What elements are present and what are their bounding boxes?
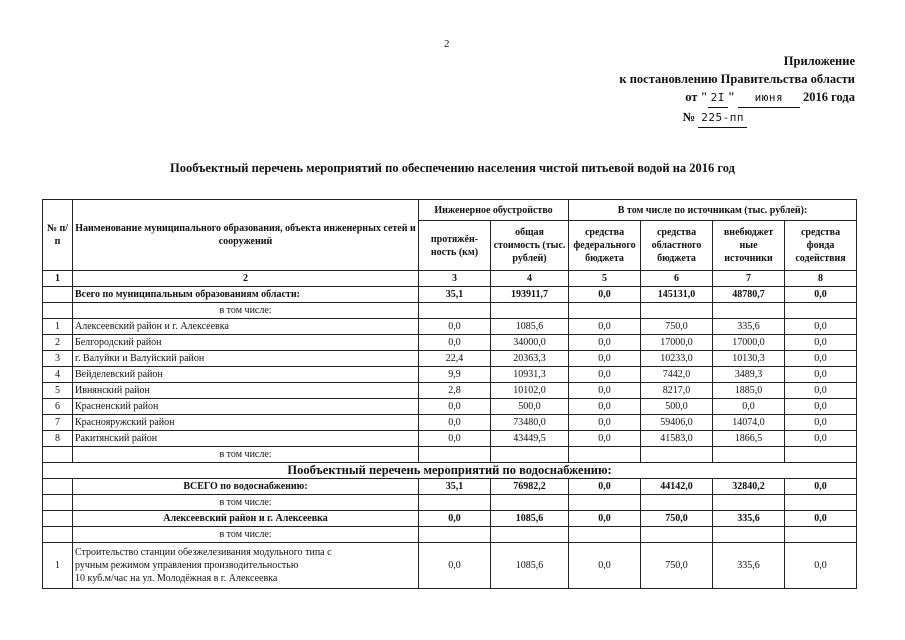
cell-extra: 14074,0 bbox=[713, 415, 785, 431]
date-year: 2016 года bbox=[803, 90, 855, 104]
cell-extra: 0,0 bbox=[713, 399, 785, 415]
col-number: 5 bbox=[569, 271, 641, 287]
number-prefix: № bbox=[682, 110, 696, 124]
cell-cost: 10102,0 bbox=[491, 383, 569, 399]
header-federal: средства федерального бюджета bbox=[569, 221, 641, 271]
including-row bbox=[43, 495, 857, 511]
cell-fund: 0,0 bbox=[785, 287, 857, 303]
col-number: 7 bbox=[713, 271, 785, 287]
cell-extra: 10130,3 bbox=[713, 351, 785, 367]
row-name: Красненский район bbox=[73, 399, 419, 415]
cell-extra: 17000,0 bbox=[713, 335, 785, 351]
cell-cost: 43449,5 bbox=[491, 431, 569, 447]
header-num: № п/п bbox=[43, 200, 73, 271]
cell-federal: 0,0 bbox=[569, 351, 641, 367]
header-fund: средства фонда содействия bbox=[785, 221, 857, 271]
cell-federal: 0,0 bbox=[569, 543, 641, 589]
cell-regional: 8217,0 bbox=[641, 383, 713, 399]
cell-regional: 44142,0 bbox=[641, 479, 713, 495]
cell-regional: 41583,0 bbox=[641, 431, 713, 447]
cell-federal: 0,0 bbox=[569, 335, 641, 351]
row-name: Краснояружский район bbox=[73, 415, 419, 431]
row-name: Вейделевский район bbox=[73, 367, 419, 383]
measures-table bbox=[42, 199, 857, 589]
including-row bbox=[43, 447, 857, 463]
col-number: 4 bbox=[491, 271, 569, 287]
table-row bbox=[43, 351, 857, 367]
section-row bbox=[43, 463, 857, 479]
cell-cost: 1085,6 bbox=[491, 543, 569, 589]
col-number: 2 bbox=[73, 271, 419, 287]
cell-fund: 0,0 bbox=[785, 415, 857, 431]
including-row bbox=[43, 527, 857, 543]
cell-fund: 0,0 bbox=[785, 367, 857, 383]
cell-federal: 0,0 bbox=[569, 415, 641, 431]
cell-cost: 73480,0 bbox=[491, 415, 569, 431]
cell-federal: 0,0 bbox=[569, 399, 641, 415]
col-number: 8 bbox=[785, 271, 857, 287]
date-day: 2I bbox=[708, 89, 728, 108]
row-name: Алексеевский район и г. Алексеевка bbox=[73, 319, 419, 335]
header-name: Наименование муниципального образования, объекта инженерных сетей и сооружений bbox=[73, 200, 419, 271]
cell-fund: 0,0 bbox=[785, 479, 857, 495]
appendix-resolution: к постановлению Правительства области bbox=[619, 72, 855, 86]
cell-regional: 10233,0 bbox=[641, 351, 713, 367]
cell-extra: 335,6 bbox=[713, 543, 785, 589]
date-prefix: от " bbox=[685, 90, 708, 104]
cell-cost: 500,0 bbox=[491, 399, 569, 415]
cell-fund: 0,0 bbox=[785, 351, 857, 367]
row-name: Всего по муниципальным образованиям области: bbox=[73, 287, 419, 303]
cell-fund: 0,0 bbox=[785, 383, 857, 399]
row-name: Алексеевский район и г. Алексеевка bbox=[73, 511, 419, 527]
cell-regional: 17000,0 bbox=[641, 335, 713, 351]
project-name-line: 10 куб.м/час на ул. Молодёжная в г. Алексеевка bbox=[75, 573, 278, 584]
cell-extra: 335,6 bbox=[713, 319, 785, 335]
section-title: Пообъектный перечень мероприятий по водоснабжению: bbox=[43, 463, 857, 479]
cell-length: 0,0 bbox=[419, 511, 491, 527]
cell-regional: 750,0 bbox=[641, 543, 713, 589]
cell-length: 35,1 bbox=[419, 287, 491, 303]
cell-fund: 0,0 bbox=[785, 319, 857, 335]
cell-cost: 20363,3 bbox=[491, 351, 569, 367]
header-engineering: Инженерное обустройство bbox=[419, 200, 569, 221]
table-row bbox=[43, 367, 857, 383]
cell-length: 35,1 bbox=[419, 479, 491, 495]
table-row bbox=[43, 431, 857, 447]
cell-federal: 0,0 bbox=[569, 383, 641, 399]
appendix-number bbox=[560, 108, 747, 128]
cell-num: 6 bbox=[43, 399, 73, 415]
cell-cost: 1085,6 bbox=[491, 511, 569, 527]
header-extrabudget: внебюджет ные источники bbox=[713, 221, 785, 271]
cell-cost: 34000,0 bbox=[491, 335, 569, 351]
cell-federal: 0,0 bbox=[569, 319, 641, 335]
cell-num: 2 bbox=[43, 335, 73, 351]
cell-num: 1 bbox=[43, 319, 73, 335]
cell-length: 0,0 bbox=[419, 543, 491, 589]
col-number: 6 bbox=[641, 271, 713, 287]
project-name-line: Строительство станции обезжелезивания модульного типа с bbox=[75, 547, 332, 558]
cell-federal: 0,0 bbox=[569, 511, 641, 527]
project-name bbox=[73, 543, 419, 589]
date-mid: " bbox=[727, 90, 735, 104]
header-total-cost: общая стоимость (тыс. рублей) bbox=[491, 221, 569, 271]
cell-federal: 0,0 bbox=[569, 367, 641, 383]
cell-cost: 10931,3 bbox=[491, 367, 569, 383]
cell-length: 2,8 bbox=[419, 383, 491, 399]
cell-regional: 145131,0 bbox=[641, 287, 713, 303]
cell-length: 0,0 bbox=[419, 415, 491, 431]
col-number: 3 bbox=[419, 271, 491, 287]
col-number: 1 bbox=[43, 271, 73, 287]
cell-extra: 48780,7 bbox=[713, 287, 785, 303]
table-row bbox=[43, 335, 857, 351]
table-row bbox=[43, 319, 857, 335]
header-regional: средства областного бюджета bbox=[641, 221, 713, 271]
project-row bbox=[43, 543, 857, 589]
cell-cost: 76982,2 bbox=[491, 479, 569, 495]
cell-extra: 1885,0 bbox=[713, 383, 785, 399]
cell-regional: 750,0 bbox=[641, 511, 713, 527]
district-subtotal-row bbox=[43, 511, 857, 527]
cell-fund: 0,0 bbox=[785, 543, 857, 589]
including-label: в том числе: bbox=[73, 447, 419, 463]
including-label: в том числе: bbox=[73, 495, 419, 511]
cell-federal: 0,0 bbox=[569, 287, 641, 303]
cell-num: 4 bbox=[43, 367, 73, 383]
row-name: ВСЕГО по водоснабжению: bbox=[73, 479, 419, 495]
including-row bbox=[43, 303, 857, 319]
cell-length: 0,0 bbox=[419, 399, 491, 415]
cell-num: 7 bbox=[43, 415, 73, 431]
table-row bbox=[43, 383, 857, 399]
number-value: 225-пп bbox=[698, 109, 747, 128]
document-title: Пообъектный перечень мероприятий по обеспечению населения чистой питьевой водой на 2016 год bbox=[169, 161, 736, 175]
cell-extra: 1866,5 bbox=[713, 431, 785, 447]
cell-regional: 500,0 bbox=[641, 399, 713, 415]
cell-fund: 0,0 bbox=[785, 399, 857, 415]
row-name: Белгородский район bbox=[73, 335, 419, 351]
including-label: в том числе: bbox=[73, 303, 419, 319]
header-length: протяжён-ность (км) bbox=[419, 221, 491, 271]
cell-extra: 3489,3 bbox=[713, 367, 785, 383]
cell-length: 0,0 bbox=[419, 319, 491, 335]
row-name: г. Валуйки и Валуйский район bbox=[73, 351, 419, 367]
cell-cost: 1085,6 bbox=[491, 319, 569, 335]
cell-cost: 193911,7 bbox=[491, 287, 569, 303]
table-row bbox=[43, 415, 857, 431]
cell-num: 8 bbox=[43, 431, 73, 447]
cell-length: 0,0 bbox=[419, 431, 491, 447]
cell-regional: 7442,0 bbox=[641, 367, 713, 383]
cell-length: 9,9 bbox=[419, 367, 491, 383]
water-total-row bbox=[43, 479, 857, 495]
appendix-block bbox=[560, 52, 855, 128]
table-row bbox=[43, 399, 857, 415]
cell-extra: 32840,2 bbox=[713, 479, 785, 495]
cell-num: 1 bbox=[43, 543, 73, 589]
cell-extra: 335,6 bbox=[713, 511, 785, 527]
cell-num: 5 bbox=[43, 383, 73, 399]
cell-length: 0,0 bbox=[419, 335, 491, 351]
page-number: 2 bbox=[444, 38, 450, 50]
including-label: в том числе: bbox=[73, 527, 419, 543]
cell-fund: 0,0 bbox=[785, 431, 857, 447]
cell-num: 3 bbox=[43, 351, 73, 367]
project-name-line: ручным режимом управления производительностью bbox=[75, 560, 299, 571]
date-month: июня bbox=[738, 89, 800, 108]
row-name: Ракитянский район bbox=[73, 431, 419, 447]
cell-fund: 0,0 bbox=[785, 335, 857, 351]
cell-fund: 0,0 bbox=[785, 511, 857, 527]
cell-federal: 0,0 bbox=[569, 479, 641, 495]
row-name: Ивнянский район bbox=[73, 383, 419, 399]
appendix-title: Приложение bbox=[783, 54, 855, 68]
cell-federal: 0,0 bbox=[569, 431, 641, 447]
cell-regional: 750,0 bbox=[641, 319, 713, 335]
appendix-date bbox=[560, 88, 855, 108]
header-sources: В том числе по источникам (тыс. рублей): bbox=[569, 200, 857, 221]
total-row bbox=[43, 287, 857, 303]
cell-length: 22,4 bbox=[419, 351, 491, 367]
cell-regional: 59406,0 bbox=[641, 415, 713, 431]
